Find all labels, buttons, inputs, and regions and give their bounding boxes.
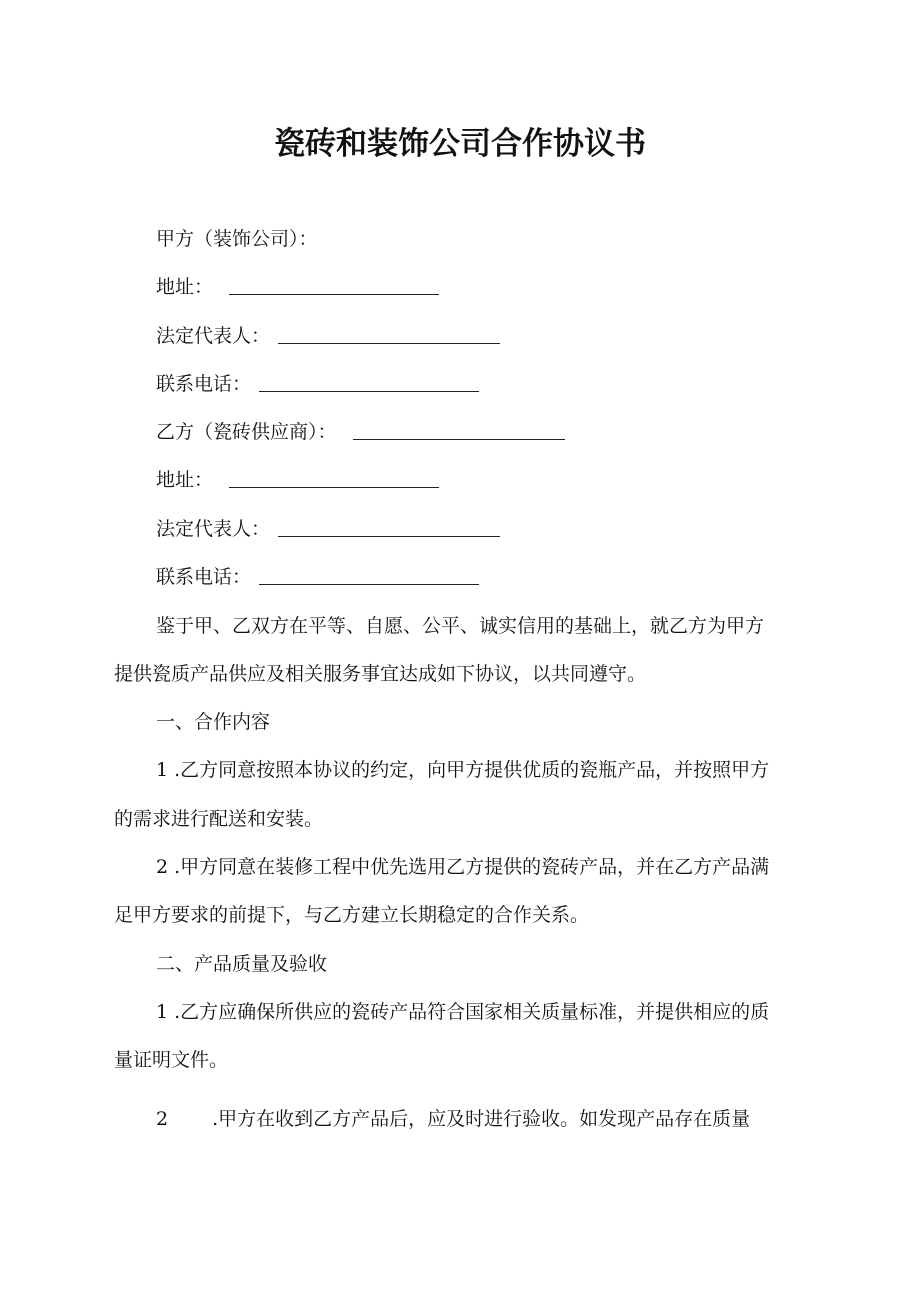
party-a-legal-rep-label: 法定代表人： xyxy=(156,325,271,347)
party-a-heading: 甲方（装饰公司）： xyxy=(156,228,318,250)
party-a-legal-rep-blank[interactable] xyxy=(278,325,500,344)
party-b-phone-blank[interactable] xyxy=(259,566,479,585)
party-b-phone-row xyxy=(156,564,856,590)
section-1-item-1-line-2: 的需求进行配送和安装。 xyxy=(114,808,324,830)
party-b-heading-row xyxy=(156,419,856,445)
party-b-legal-rep-label: 法定代表人： xyxy=(156,518,271,540)
preamble-line-1: 鉴于甲、乙双方在平等、自愿、公平、诚实信用的基础上，就乙方为甲方 xyxy=(156,615,765,637)
preamble-line-2: 提供瓷质产品供应及相关服务事宜达成如下协议，以共同遵守。 xyxy=(114,663,647,685)
section-1-heading: 一、合作内容 xyxy=(156,711,271,733)
section-1-item-2-line-1: 2 .甲方同意在装修工程中优先选用乙方提供的瓷砖产品，并在乙方产品满 xyxy=(156,856,770,878)
party-a-address-row xyxy=(156,274,856,300)
party-a-phone-row xyxy=(156,371,856,397)
section-2-item-2-row xyxy=(156,1106,856,1132)
party-a-phone-blank[interactable] xyxy=(259,373,479,392)
party-a-address-blank[interactable] xyxy=(229,276,439,295)
party-b-address-blank[interactable] xyxy=(229,469,439,488)
party-a-address-label: 地址： xyxy=(156,276,214,298)
section-2-item-2-text: .甲方在收到乙方产品后，应及时进行验收。如发现产品存在质量 xyxy=(212,1108,751,1130)
section-2-item-1-line-2: 量证明文件。 xyxy=(114,1049,229,1071)
party-b-address-row xyxy=(156,467,856,493)
section-2-item-1-line-1: 1 .乙方应确保所供应的瓷砖产品符合国家相关质量标准，并提供相应的质 xyxy=(156,1001,770,1023)
section-1-item-2-line-2: 足甲方要求的前提下，与乙方建立长期稳定的合作关系。 xyxy=(114,904,590,926)
document-title: 瓷砖和装饰公司合作协议书 xyxy=(274,126,646,162)
party-a-phone-label: 联系电话： xyxy=(156,373,252,395)
party-b-legal-rep-row xyxy=(156,516,856,542)
section-2-heading: 二、产品质量及验收 xyxy=(156,953,328,975)
section-2-item-2-number: 2 xyxy=(156,1108,169,1130)
party-b-phone-label: 联系电话： xyxy=(156,566,252,588)
party-b-heading: 乙方（瓷砖供应商）： xyxy=(156,421,337,443)
party-b-address-label: 地址： xyxy=(156,469,214,491)
party-b-name-blank[interactable] xyxy=(353,421,565,440)
party-a-legal-rep-row xyxy=(156,323,856,349)
party-b-legal-rep-blank[interactable] xyxy=(278,518,500,537)
section-1-item-1-line-1: 1 .乙方同意按照本协议的约定，向甲方提供优质的瓷瓶产品，并按照甲方 xyxy=(156,759,770,781)
